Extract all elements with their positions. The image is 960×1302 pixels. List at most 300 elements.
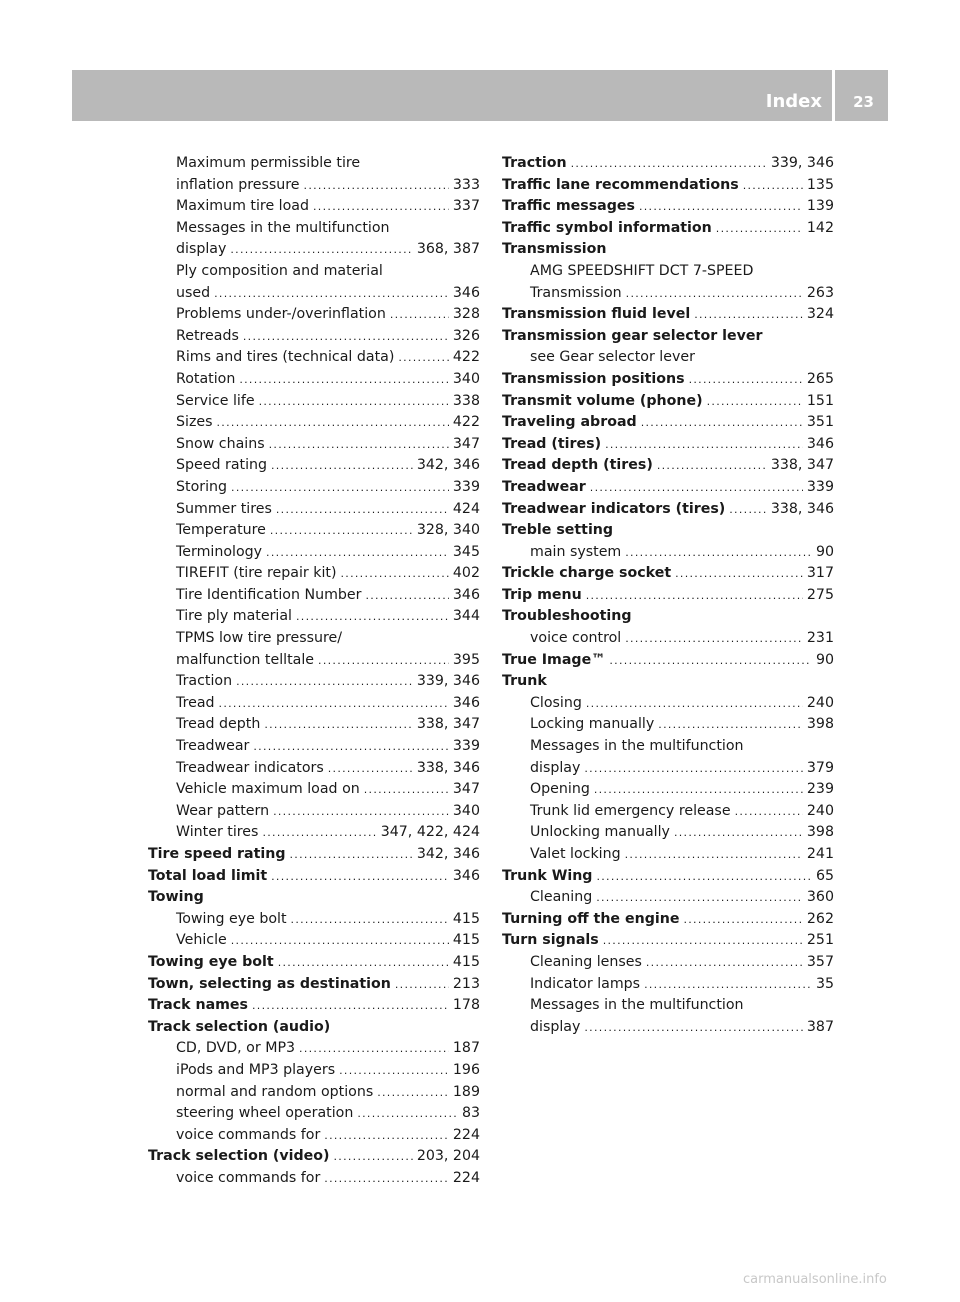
- section-header-bar: [72, 70, 888, 121]
- dot-leader: [584, 1017, 803, 1039]
- entry-text: Ply composition and material: [176, 262, 383, 279]
- page-reference: 275: [806, 586, 834, 603]
- entry-text: normal and random options: [176, 1083, 374, 1100]
- dot-leader: [594, 779, 803, 801]
- page-reference: 339: [806, 478, 834, 495]
- entry-text: Traction: [176, 673, 233, 690]
- index-subentry: [148, 499, 480, 521]
- dot-leader: [339, 1060, 449, 1082]
- dot-leader: [398, 347, 449, 369]
- page-reference: 90: [815, 543, 834, 560]
- page-reference: 240: [806, 802, 834, 819]
- dot-leader: [304, 175, 449, 197]
- index-column-left: [148, 153, 480, 1190]
- entry-text: Towing eye bolt: [176, 910, 287, 927]
- entry-text: Track selection (video): [148, 1148, 330, 1165]
- entry-text: Towing: [148, 889, 204, 906]
- entry-text: Traffic symbol information: [502, 219, 712, 236]
- entry-text: Turn signals: [502, 932, 599, 949]
- index-subentry: [148, 671, 480, 693]
- entry-text: Retreads: [176, 327, 239, 344]
- dot-leader: [735, 801, 803, 823]
- dot-leader: [271, 866, 449, 888]
- dot-leader: [377, 1082, 449, 1104]
- page-reference: 328, 340: [416, 522, 480, 539]
- dot-leader: [340, 563, 448, 585]
- entry-text: Temperature: [176, 522, 266, 539]
- page-reference: 326: [452, 327, 480, 344]
- page-reference: 339, 346: [770, 155, 834, 171]
- dot-leader: [596, 866, 811, 888]
- index-entry: [502, 412, 834, 434]
- entry-text: Snow chains: [176, 435, 265, 452]
- dot-leader: [266, 542, 449, 564]
- index-subentry: [148, 585, 480, 607]
- index-entry: [502, 391, 834, 413]
- dot-leader: [657, 455, 767, 477]
- index-subentry: [148, 628, 480, 650]
- page-reference: 35: [815, 975, 834, 992]
- page-reference: 338, 346: [416, 759, 480, 776]
- dot-leader: [253, 736, 449, 758]
- entry-text: Turning off the engine: [502, 910, 680, 927]
- index-subentry: [502, 628, 834, 650]
- entry-text: Closing: [530, 694, 582, 711]
- dot-leader: [276, 499, 449, 521]
- page-reference: 342, 346: [416, 457, 480, 474]
- index-entry: [502, 499, 834, 521]
- page-reference: 338, 346: [770, 500, 834, 517]
- entry-text: Vehicle: [176, 932, 227, 949]
- page-reference: 339: [452, 478, 480, 495]
- index-entry: [502, 369, 834, 391]
- entry-text: Cleaning: [530, 889, 593, 906]
- dot-leader: [694, 304, 803, 326]
- page-reference: 224: [452, 1126, 480, 1143]
- entry-text: Trunk Wing: [502, 867, 593, 884]
- index-subentry: [502, 347, 834, 369]
- index-subentry: [148, 477, 480, 499]
- index-subentry: [148, 369, 480, 391]
- entry-text: iPods and MP3 players: [176, 1061, 336, 1078]
- page-reference: 379: [806, 759, 834, 776]
- dot-leader: [299, 1038, 449, 1060]
- index-subentry: [502, 801, 834, 823]
- entry-text: TPMS low tire pressure/: [176, 630, 343, 647]
- dot-leader: [231, 930, 449, 952]
- entry-text: Service life: [176, 392, 255, 409]
- page-reference: 142: [806, 219, 834, 236]
- dot-leader: [290, 844, 413, 866]
- entry-text: True Image™: [502, 651, 606, 668]
- entry-text: display: [176, 241, 227, 258]
- dot-leader: [219, 693, 449, 715]
- page-reference: 422: [452, 349, 480, 366]
- index-subentry: [148, 606, 480, 628]
- dot-leader: [236, 671, 413, 693]
- index-subentry: [148, 693, 480, 715]
- entry-text: Traveling abroad: [502, 414, 637, 431]
- index-subentry: [502, 283, 834, 305]
- index-entry: [502, 326, 834, 348]
- page-reference: 213: [452, 975, 480, 992]
- index-entry: [148, 995, 480, 1017]
- entry-text: Indicator lamps: [530, 975, 641, 992]
- index-entry: [502, 585, 834, 607]
- entry-text: display: [530, 1018, 581, 1035]
- page-reference: 398: [806, 716, 834, 733]
- page-reference: 196: [452, 1061, 480, 1078]
- index-subentry: [148, 714, 480, 736]
- entry-text: Traffic messages: [502, 198, 635, 215]
- dot-leader: [646, 952, 803, 974]
- page-reference: 317: [806, 565, 834, 582]
- entry-text: see Gear selector lever: [530, 349, 695, 366]
- entry-text: malfunction telltale: [176, 651, 315, 668]
- dot-leader: [264, 714, 412, 736]
- page-reference: 346: [452, 867, 480, 884]
- entry-text: Tread: [176, 694, 215, 711]
- entry-text: voice commands for: [176, 1126, 321, 1143]
- dot-leader: [571, 153, 767, 175]
- page-reference: 324: [806, 306, 834, 323]
- entry-text: Tread depth (tires): [502, 457, 653, 474]
- index-subentry: [148, 196, 480, 218]
- dot-leader: [729, 499, 767, 521]
- entry-text: Track selection (audio): [148, 1018, 331, 1035]
- index-subentry: [148, 930, 480, 952]
- dot-leader: [603, 930, 803, 952]
- entry-text: Treadwear: [502, 478, 586, 495]
- dot-leader: [584, 758, 803, 780]
- index-subentry: [148, 391, 480, 413]
- index-entry: [502, 304, 834, 326]
- dot-leader: [644, 974, 812, 996]
- page-reference: 422: [452, 414, 480, 431]
- dot-leader: [328, 758, 413, 780]
- page-reference: 351: [806, 414, 834, 431]
- dot-leader: [318, 650, 449, 672]
- index-subentry: [148, 1060, 480, 1082]
- index-subentry: [148, 822, 480, 844]
- index-subentry: [502, 1017, 834, 1039]
- entry-text: Tire ply material: [176, 608, 293, 625]
- section-title: Index: [765, 91, 822, 112]
- index-entry: [148, 952, 480, 974]
- entry-text: Locking manually: [530, 716, 655, 733]
- page-reference: 340: [452, 802, 480, 819]
- entry-text: Cleaning lenses: [530, 953, 642, 970]
- entry-text: Transmission fluid level: [502, 306, 691, 323]
- page-reference: 224: [452, 1169, 480, 1186]
- entry-text: Troubleshooting: [502, 608, 632, 625]
- dot-leader: [626, 283, 803, 305]
- dot-leader: [230, 239, 412, 261]
- dot-leader: [586, 693, 803, 715]
- dot-leader: [689, 369, 803, 391]
- entry-text: Traction: [502, 155, 567, 171]
- index-entry: [502, 239, 834, 261]
- entry-text: Problems under-/overinflation: [176, 306, 386, 323]
- index-subentry: [502, 952, 834, 974]
- entry-text: Maximum tire load: [176, 198, 310, 215]
- page-reference: 139: [806, 198, 834, 215]
- page-reference: 360: [806, 889, 834, 906]
- index-subentry: [148, 736, 480, 758]
- dot-leader: [596, 887, 803, 909]
- page-reference: 347: [452, 435, 480, 452]
- index-entry: [502, 650, 834, 672]
- dot-leader: [270, 520, 413, 542]
- index-entry: [148, 1146, 480, 1168]
- page-reference: 338: [452, 392, 480, 409]
- index-entry: [148, 844, 480, 866]
- entry-text: Sizes: [176, 414, 213, 431]
- entry-text: Trunk lid emergency release: [530, 802, 731, 819]
- entry-text: display: [530, 759, 581, 776]
- index-column-right: [502, 153, 834, 1038]
- dot-leader: [675, 563, 803, 585]
- dot-leader: [365, 585, 448, 607]
- page-number: 23: [853, 93, 874, 111]
- entry-text: Messages in the multifunction: [176, 219, 390, 236]
- page-reference: 189: [452, 1083, 480, 1100]
- entry-text: Treadwear indicators: [176, 759, 324, 776]
- index-entry: [502, 175, 834, 197]
- page-reference: 65: [815, 867, 834, 884]
- page-reference: 342, 346: [416, 846, 480, 862]
- entry-text: AMG SPEEDSHIFT DCT 7-SPEED: [530, 262, 754, 279]
- dot-leader: [357, 1103, 458, 1125]
- entry-text: Tire speed rating: [148, 846, 286, 862]
- page-reference: 339: [452, 738, 480, 755]
- entry-text: Transmission: [502, 241, 607, 258]
- page-reference: 347, 422, 424: [380, 824, 480, 841]
- dot-leader: [333, 1146, 412, 1168]
- page-reference: 338, 347: [770, 457, 834, 474]
- dot-leader: [586, 585, 803, 607]
- dot-leader: [269, 434, 449, 456]
- index-subentry: [502, 974, 834, 996]
- dot-leader: [716, 218, 803, 240]
- entry-text: Treble setting: [502, 522, 614, 539]
- page-reference: 239: [806, 781, 834, 798]
- entry-text: Transmit volume (phone): [502, 392, 703, 409]
- entry-text: TIREFIT (tire repair kit): [176, 565, 337, 582]
- index-subentry: [502, 261, 834, 283]
- index-entry: [148, 974, 480, 996]
- dot-leader: [743, 175, 803, 197]
- index-subentry: [148, 779, 480, 801]
- page-reference: 83: [461, 1105, 480, 1122]
- index-subentry: [148, 1082, 480, 1104]
- index-subentry: [148, 326, 480, 348]
- page-reference: 344: [452, 608, 480, 625]
- page-reference: 415: [452, 910, 480, 927]
- index-entry: [502, 866, 834, 888]
- dot-leader: [707, 391, 803, 413]
- index-entry: [502, 606, 834, 628]
- dot-leader: [324, 1125, 449, 1147]
- page-reference: 347: [452, 781, 480, 798]
- page-reference: 135: [806, 176, 834, 193]
- page-reference: 339, 346: [416, 673, 480, 690]
- entry-text: Storing: [176, 478, 228, 495]
- entry-text: voice commands for: [176, 1169, 321, 1186]
- index-subentry: [148, 283, 480, 305]
- dot-leader: [625, 542, 812, 564]
- dot-leader: [641, 412, 803, 434]
- entry-text: Towing eye bolt: [148, 953, 274, 970]
- entry-text: voice control: [530, 630, 622, 647]
- page-reference: 338, 347: [416, 716, 480, 733]
- entry-text: Messages in the multifunction: [530, 738, 744, 755]
- index-subentry: [502, 779, 834, 801]
- index-subentry: [148, 758, 480, 780]
- page-reference: 340: [452, 370, 480, 387]
- dot-leader: [390, 304, 449, 326]
- index-subentry: [148, 218, 480, 240]
- index-entry: [148, 1017, 480, 1039]
- page-reference: 415: [452, 932, 480, 949]
- entry-text: used: [176, 284, 211, 301]
- index-entry: [502, 455, 834, 477]
- dot-leader: [674, 822, 803, 844]
- index-subentry: [148, 1125, 480, 1147]
- index-subentry: [502, 822, 834, 844]
- index-subentry: [148, 563, 480, 585]
- entry-text: Trunk: [502, 673, 547, 690]
- dot-leader: [639, 196, 803, 218]
- page-reference: 333: [452, 176, 480, 193]
- dot-leader: [239, 369, 449, 391]
- index-subentry: [148, 520, 480, 542]
- index-entry: [502, 930, 834, 952]
- entry-text: Tread depth: [176, 716, 261, 733]
- index-subentry: [148, 175, 480, 197]
- dot-leader: [271, 455, 413, 477]
- index-entry: [502, 477, 834, 499]
- page-reference: 241: [806, 846, 834, 862]
- index-subentry: [502, 758, 834, 780]
- entry-text: Treadwear: [176, 738, 250, 755]
- entry-text: Trip menu: [502, 586, 582, 603]
- entry-text: Terminology: [176, 543, 263, 560]
- dot-leader: [605, 434, 803, 456]
- dot-leader: [590, 477, 803, 499]
- dot-leader: [217, 412, 449, 434]
- page-reference: 346: [452, 586, 480, 603]
- entry-text: Transmission gear selector lever: [502, 327, 763, 344]
- index-subentry: [502, 542, 834, 564]
- watermark: carmanualsonline.info: [743, 1272, 887, 1287]
- index-entry: [502, 909, 834, 931]
- page-reference: 387: [806, 1018, 834, 1035]
- dot-leader: [658, 714, 803, 736]
- index-subentry: [502, 714, 834, 736]
- dot-leader: [324, 1168, 449, 1190]
- entry-text: Wear pattern: [176, 802, 270, 819]
- index-subentry: [148, 801, 480, 823]
- page-reference: 337: [452, 198, 480, 215]
- page-reference: 424: [452, 500, 480, 517]
- page-reference: 151: [806, 392, 834, 409]
- index-subentry: [148, 909, 480, 931]
- page-reference: 203, 204: [416, 1148, 480, 1165]
- dot-leader: [313, 196, 449, 218]
- entry-text: steering wheel operation: [176, 1105, 354, 1122]
- index-entry: [502, 153, 834, 175]
- page-reference: 395: [452, 651, 480, 668]
- entry-text: Summer tires: [176, 500, 272, 517]
- dot-leader: [625, 628, 803, 650]
- entry-text: Transmission positions: [502, 370, 685, 387]
- dot-leader: [243, 326, 449, 348]
- dot-leader: [252, 995, 449, 1017]
- page-reference: 90: [815, 651, 834, 668]
- dot-leader: [214, 283, 449, 305]
- entry-text: Trickle charge socket: [502, 565, 672, 582]
- page-reference: 402: [452, 565, 480, 582]
- entry-text: Vehicle maximum load on: [176, 781, 360, 798]
- index-subentry: [148, 304, 480, 326]
- dot-leader: [259, 391, 449, 413]
- index-entry: [502, 196, 834, 218]
- dot-leader: [273, 801, 449, 823]
- page-reference: 368, 387: [416, 241, 480, 258]
- page-reference: 240: [806, 694, 834, 711]
- dot-leader: [231, 477, 449, 499]
- index-entry: [148, 887, 480, 909]
- entry-text: main system: [530, 543, 622, 560]
- dot-leader: [278, 952, 449, 974]
- entry-text: Tire Identification Number: [176, 586, 362, 603]
- entry-text: Track names: [148, 997, 248, 1014]
- dot-leader: [683, 909, 802, 931]
- entry-text: Unlocking manually: [530, 824, 670, 841]
- entry-text: Total load limit: [148, 867, 268, 884]
- index-subentry: [148, 455, 480, 477]
- index-subentry: [148, 1103, 480, 1125]
- index-entry: [502, 434, 834, 456]
- index-subentry: [502, 995, 834, 1017]
- header-divider: [832, 70, 835, 121]
- dot-leader: [296, 606, 449, 628]
- index-subentry: [148, 1038, 480, 1060]
- entry-text: Opening: [530, 781, 590, 798]
- index-subentry: [148, 347, 480, 369]
- index-subentry: [148, 153, 480, 175]
- entry-text: CD, DVD, or MP3: [176, 1040, 296, 1057]
- page-reference: 346: [452, 694, 480, 711]
- entry-text: Speed rating: [176, 457, 268, 474]
- entry-text: Treadwear indicators (tires): [502, 500, 726, 517]
- entry-text: Messages in the multifunction: [530, 997, 744, 1014]
- page-reference: 357: [806, 953, 834, 970]
- page-reference: 251: [806, 932, 834, 949]
- page-reference: 262: [806, 910, 834, 927]
- page-reference: 187: [452, 1040, 480, 1057]
- index-subentry: [502, 693, 834, 715]
- page-reference: 265: [806, 370, 834, 387]
- entry-text: inflation pressure: [176, 176, 300, 193]
- entry-text: Maximum permissible tire: [176, 155, 361, 171]
- dot-leader: [262, 822, 376, 844]
- page-reference: 178: [452, 997, 480, 1014]
- index-subentry: [148, 239, 480, 261]
- entry-text: Rotation: [176, 370, 236, 387]
- entry-text: Town, selecting as destination: [148, 975, 391, 992]
